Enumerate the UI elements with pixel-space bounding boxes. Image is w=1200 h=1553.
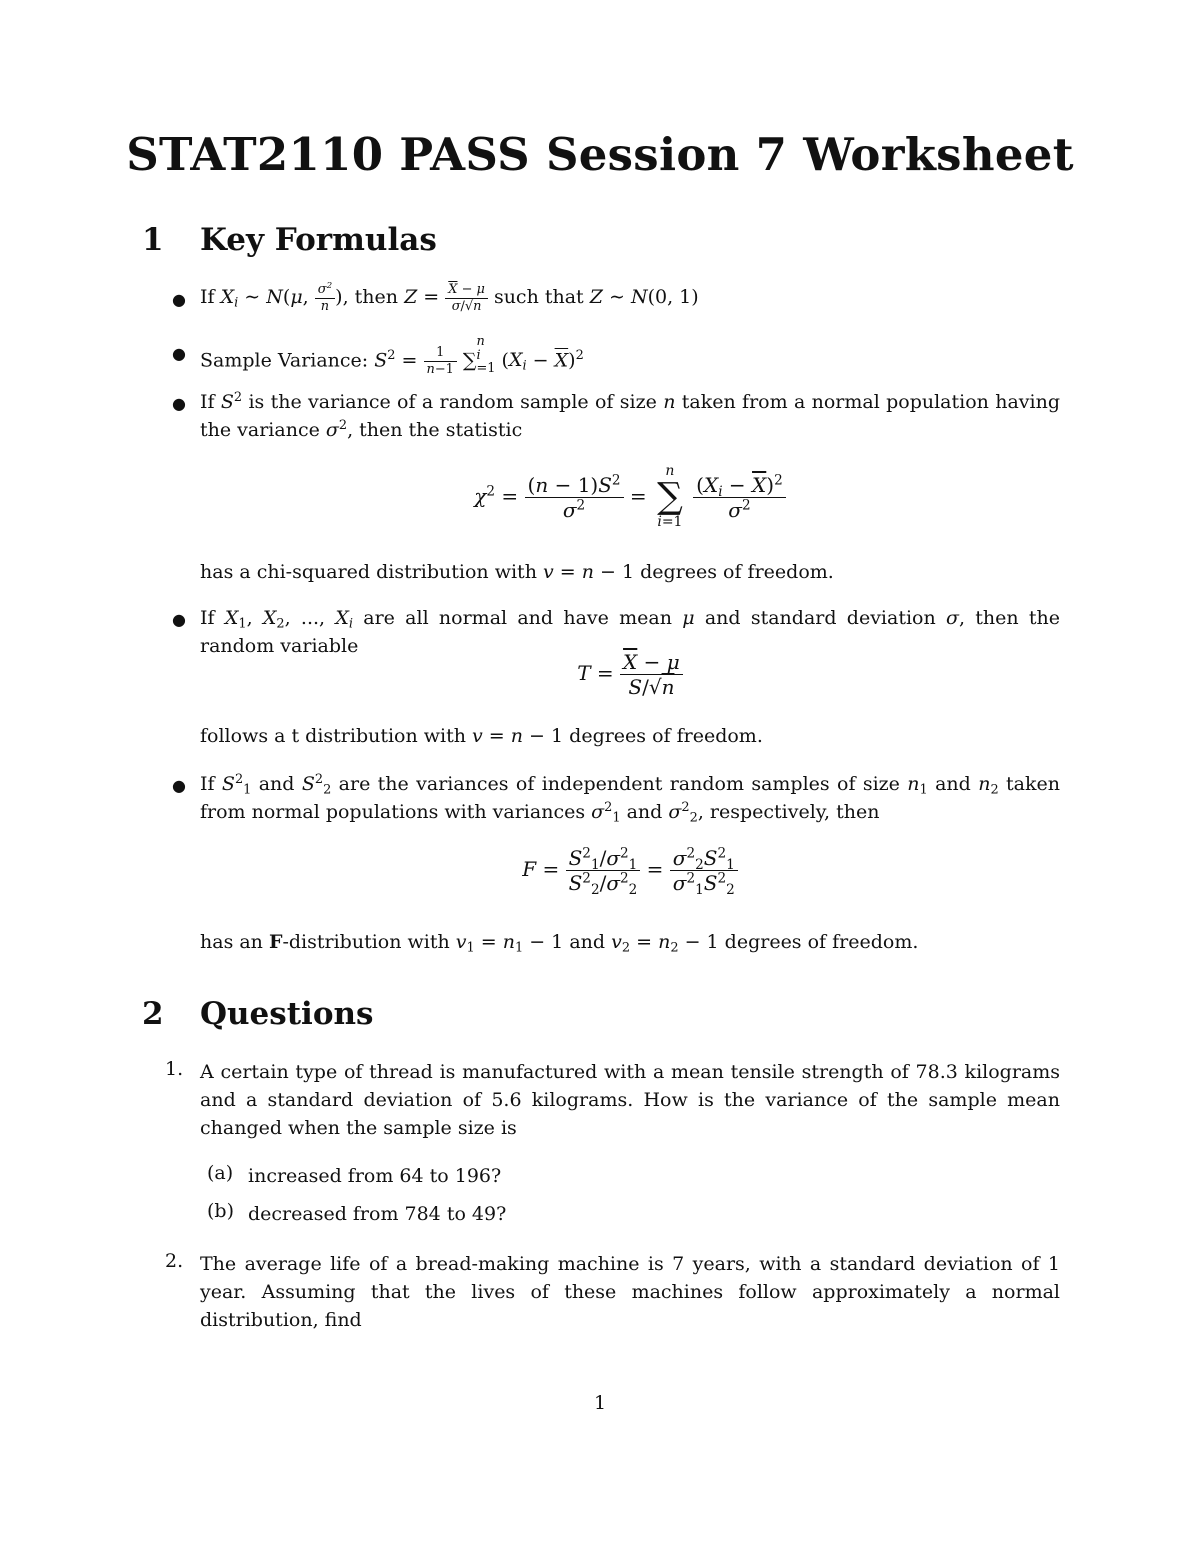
question-number: 1. xyxy=(165,1058,184,1080)
bullet-marker: ● xyxy=(172,610,186,629)
bullet-marker: ● xyxy=(172,776,186,795)
t-distribution-note: follows a t distribution with v = n − 1 degrees of freedom. xyxy=(200,725,763,747)
page-number: 1 xyxy=(593,1392,607,1414)
bullet-marker: ● xyxy=(172,290,186,309)
formula-item-z-score: If $X_i$ ∼ N(μ, $\frac{\sigma^2}{n}$ ), then Z = $\frac{\overline{X} - \mu}{\sigma/√n}$ such that Z ∼ N(0, 1) xyxy=(200,281,699,314)
subquestion-text: decreased from 784 to 49? xyxy=(248,1203,507,1225)
t-statistic-equation: T = $\frac{\overline{X} - \mu}{S/√n}$ xyxy=(200,650,1060,699)
formula-item-chi-squared: If $S^2$ is the variance of a random sample of size n taken from a normal population having the variance $\sigma^2$, then the statistic xyxy=(200,389,1060,441)
formula-item-sample-variance: Sample Variance: $S^2$ = $\frac{1}{n-1}$ ∑ n i =1 $(X_i - \overline{X})^2$ xyxy=(200,334,584,377)
bullet-marker: ● xyxy=(172,344,186,363)
formula-item-f-distribution: If $S^2_1$ and $S^2_2$ are the variances of independent random samples of size $n_1$ and $n_2$ taken from normal populations with variances $\sigma^2_1$ and $\sigma^2_2$, respectively, then xyxy=(200,771,1060,826)
subquestion-text: increased from 64 to 196? xyxy=(248,1165,502,1187)
section-heading-key-formulas: 1 Key Formulas xyxy=(142,222,437,258)
bullet-marker: ● xyxy=(172,394,186,413)
chi-squared-equation: $\chi^2$ = $\frac{(n - 1)S^2}{\sigma^2}$ = n ∑ i=1 $\frac{(X_i - \overline{X})^2}{\sigma^2}$ xyxy=(200,464,1060,531)
question-2-text: The average life of a bread-making machine is 7 years, with a standard deviation of 1 year. Assuming that the lives of these machines follow approximately a normal distribution, find xyxy=(200,1253,1060,1331)
chi-squared-note: has a chi-squared distribution with v = n − 1 degrees of freedom. xyxy=(200,561,834,583)
formula-item-t-distribution: If $X_1$, $X_2$, ..., $X_i$ are all normal and have mean μ and standard deviation σ, then the random variable xyxy=(200,607,1060,657)
question-number: 2. xyxy=(165,1250,184,1272)
subquestion-label: (a) xyxy=(207,1162,234,1184)
subquestion-label: (b) xyxy=(207,1200,234,1222)
f-distribution-note: has an F-distribution with $v_1 = n_1 - 1$ and $v_2 = n_2 - 1$ degrees of freedom. xyxy=(200,931,919,956)
question-1-text: A certain type of thread is manufactured with a mean tensile strength of 78.3 kilograms and a standard deviation of 5.6 kilograms. How is the variance of the sample mean changed when the sample size is xyxy=(200,1061,1060,1139)
section-heading-questions: 2 Questions xyxy=(142,996,374,1032)
document-title: STAT2110 PASS Session 7 Worksheet xyxy=(126,128,1074,181)
f-statistic-equation: F = $\frac{S^2_1/\sigma^2_1}{S^2_2/\sigma^2_2}$ = $\frac{\sigma^2_2S^2_1}{\sigma^2_1S^2_2}$ xyxy=(200,846,1060,895)
